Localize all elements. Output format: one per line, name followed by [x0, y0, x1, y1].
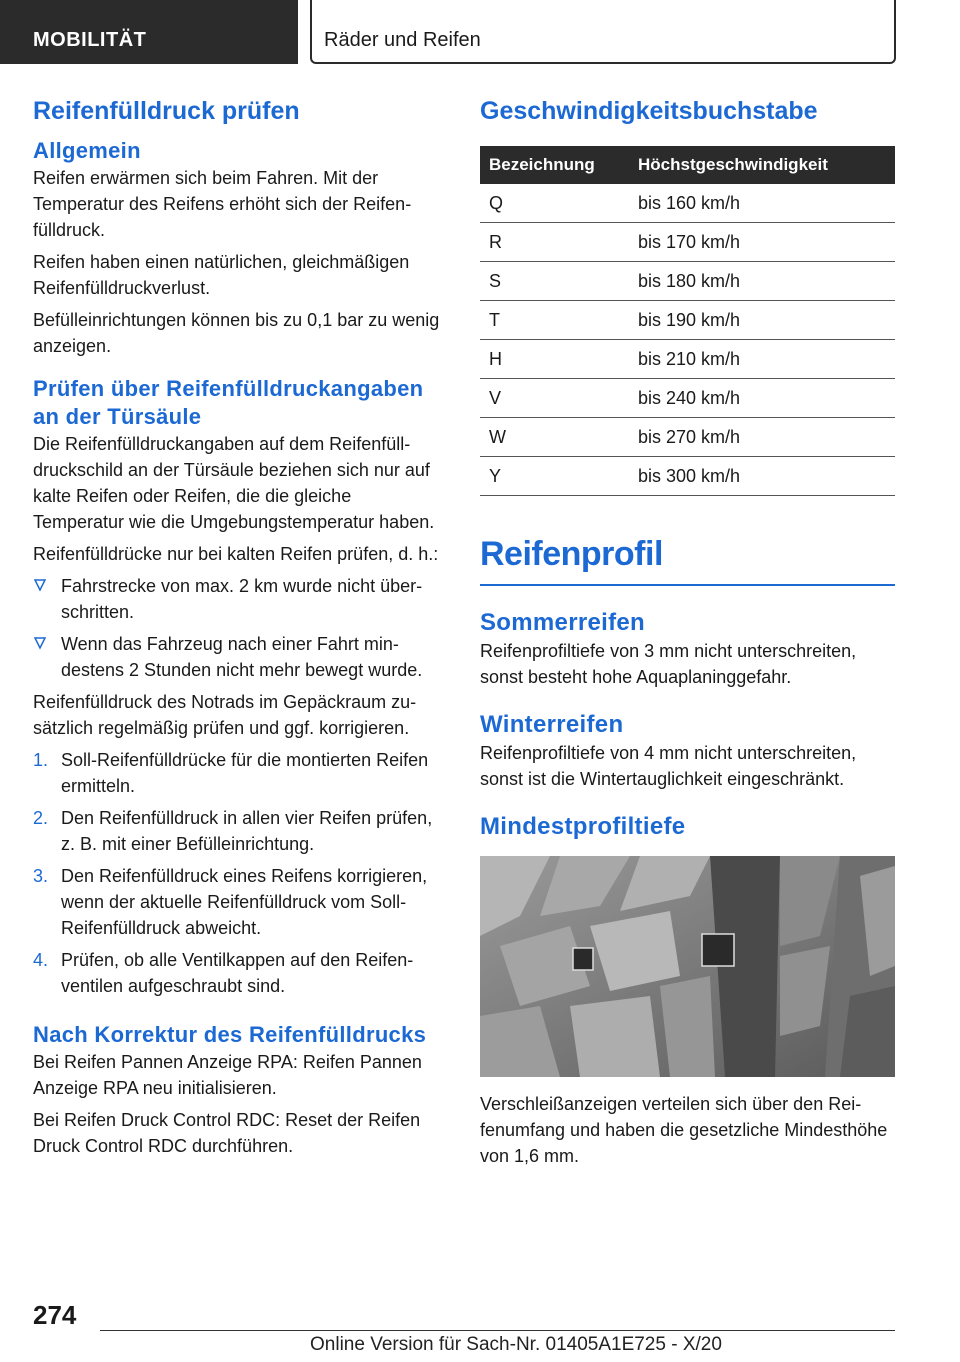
- cell-speed: bis 160 km/h: [629, 184, 895, 223]
- bullet-list: [33, 573, 445, 683]
- cell-speed: bis 170 km/h: [629, 223, 895, 262]
- paragraph: Reifen haben einen natürlichen, gleichmäßigen Reifenfülldruckverlust.: [33, 252, 410, 298]
- tread-wear-indicator-photo: [480, 856, 895, 1077]
- paragraph: Reifenprofiltiefe von 3 mm nicht unterschreiten, sonst besteht hohe Aquaplaninggefahr.: [480, 641, 857, 687]
- step-text: Den Reifenfülldruck eines Reifens korrigieren, wenn der aktuelle Reifenfülldruck vom Soll-Reifenfülldruck abweicht.: [61, 866, 428, 938]
- left-column: [33, 96, 445, 1159]
- step-number: 2.: [33, 808, 49, 828]
- table-row: [480, 457, 895, 496]
- cell-letter: Q: [480, 184, 629, 223]
- table-row: [480, 184, 895, 223]
- paragraph: Bei Reifen Druck Control RDC: Reset der Reifen Druck Control RDC durchführen.: [33, 1110, 421, 1156]
- section-label: Räder und Reifen: [324, 29, 481, 51]
- list-item: [33, 805, 445, 857]
- cell-letter: W: [480, 418, 629, 457]
- triangle-bullet-icon: [33, 578, 47, 592]
- cell-speed: bis 210 km/h: [629, 340, 895, 379]
- cell-letter: H: [480, 340, 629, 379]
- paragraph: Reifenfülldrücke nur bei kalten Reifen prüfen, d. h.:: [33, 544, 439, 564]
- table-row: [480, 418, 895, 457]
- heading-allgemein: Allgemein: [33, 138, 141, 163]
- section-tab: [310, 0, 896, 64]
- heading-korrektur: Nach Korrektur des Reifenfülldrucks: [33, 1022, 427, 1047]
- cell-speed: bis 240 km/h: [629, 379, 895, 418]
- heading-winterreifen: Winterreifen: [480, 711, 624, 738]
- cell-speed: bis 190 km/h: [629, 301, 895, 340]
- section-title-profile: Reifenprofil: [480, 532, 895, 586]
- bullet-text: Wenn das Fahrzeug nach einer Fahrt mindestens 2 Stunden nicht mehr bewegt wurde.: [61, 634, 423, 680]
- right-column: [480, 96, 895, 1169]
- paragraph: Die Reifenfülldruckangaben auf dem Reifenfülldruckschild an der Türsäule beziehen sich nur auf kalte Reifen oder Reifen, die die gleiche Temperatur wie die Umgebungstemperatur haben.: [33, 434, 435, 532]
- table-row: [480, 223, 895, 262]
- list-item: [33, 573, 445, 625]
- step-text: Den Reifenfülldruck in allen vier Reifen prüfen, z. B. mit einer Befülleinrichtung.: [61, 808, 433, 854]
- column-header: Höchstgeschwindigkeit: [629, 146, 895, 184]
- table-row: [480, 340, 895, 379]
- section-title-speed: Geschwindigkeitsbuchstabe: [480, 97, 818, 125]
- paragraph: Reifen erwärmen sich beim Fahren. Mit der Temperatur des Reifens erhöht sich der Reifenfülldruck.: [33, 168, 412, 240]
- cell-speed: bis 300 km/h: [629, 457, 895, 496]
- numbered-steps: [33, 747, 445, 999]
- cell-letter: V: [480, 379, 629, 418]
- column-header: Bezeichnung: [480, 146, 629, 184]
- paragraph: Reifenfülldruck des Notrads im Gepäckraum zusätzlich regelmäßig prüfen und ggf. korrigieren.: [33, 692, 417, 738]
- table-header-row: [480, 146, 895, 184]
- step-number: 3.: [33, 866, 49, 886]
- photo-caption: Verschleißanzeigen verteilen sich über den Reifenumfang und haben die gesetzliche Mindesthöhe von 1,6 mm.: [480, 1094, 888, 1166]
- page-number: 274: [33, 1300, 77, 1330]
- paragraph: Reifenprofiltiefe von 4 mm nicht unterschreiten, sonst ist die Wintertauglichkeit eingeschränkt.: [480, 743, 857, 789]
- list-item: [33, 863, 445, 941]
- step-number: 4.: [33, 950, 49, 970]
- cell-letter: Y: [480, 457, 629, 496]
- cell-letter: T: [480, 301, 629, 340]
- heading-mindestprofiltiefe: Mindestprofiltiefe: [480, 813, 686, 840]
- step-text: Soll-Reifenfülldrücke für die montierten Reifen ermitteln.: [61, 750, 429, 796]
- cell-speed: bis 270 km/h: [629, 418, 895, 457]
- heading-sommerreifen: Sommerreifen: [480, 609, 645, 636]
- footer-divider: [100, 1330, 895, 1331]
- cell-speed: bis 180 km/h: [629, 262, 895, 301]
- bullet-text: Fahrstrecke von max. 2 km wurde nicht überschritten.: [61, 576, 423, 622]
- table-row: [480, 262, 895, 301]
- footer-text: Online Version für Sach-Nr. 01405A1E725 - X/20: [310, 1334, 722, 1355]
- table-row: [480, 379, 895, 418]
- paragraph: Bei Reifen Pannen Anzeige RPA: Reifen Pannen Anzeige RPA neu initialisieren.: [33, 1052, 422, 1098]
- chapter-tab: [0, 0, 298, 64]
- list-item: [33, 747, 445, 799]
- step-number: 1.: [33, 750, 49, 770]
- speed-rating-table: [480, 146, 895, 496]
- table-row: [480, 301, 895, 340]
- section-title-tire-pressure: Reifenfülldruck prüfen: [33, 97, 300, 125]
- chapter-label: MOBILITÄT: [33, 29, 147, 51]
- cell-letter: R: [480, 223, 629, 262]
- step-text: Prüfen, ob alle Ventilkappen auf den Reifenventilen aufgeschraubt sind.: [61, 950, 414, 996]
- cell-letter: S: [480, 262, 629, 301]
- triangle-bullet-icon: [33, 636, 47, 650]
- paragraph: Befülleinrichtungen können bis zu 0,1 bar zu wenig anzeigen.: [33, 310, 440, 356]
- list-item: [33, 631, 445, 683]
- list-item: [33, 947, 445, 999]
- heading-tuersaeule: Prüfen über Reifenfülldruckangaben an der Türsäule: [33, 376, 424, 429]
